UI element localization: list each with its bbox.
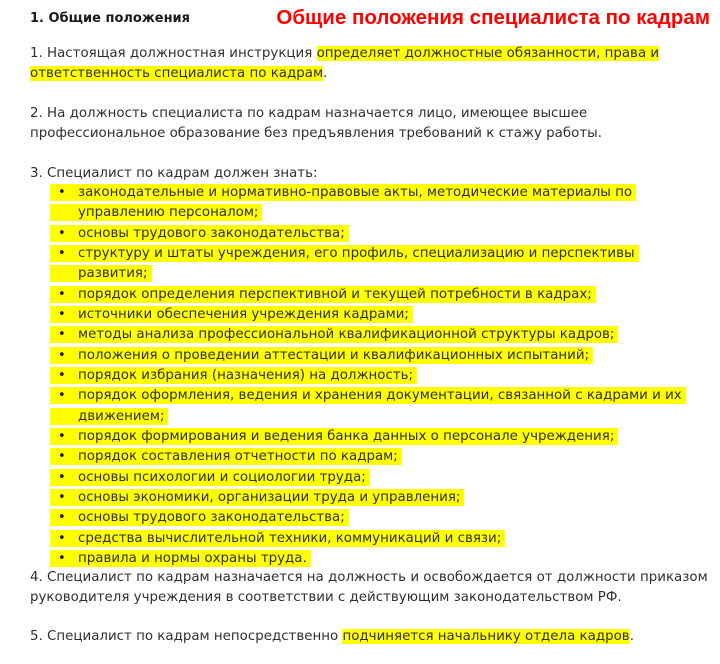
bullet-icon: • <box>58 185 66 200</box>
bullet-icon: • <box>58 286 66 302</box>
bullet-icon: • <box>58 306 66 322</box>
list-item-text: правила и нормы охраны труда. <box>50 550 311 567</box>
paragraph-5-end: . <box>629 629 634 644</box>
main-title: Общие положения специалиста по кадрам <box>276 6 710 29</box>
bullet-icon: • <box>58 510 66 526</box>
paragraph-1-text: 1. Настоящая должностная инструкция <box>30 46 317 61</box>
list-item-text: порядок оформления, ведения и хранения документации, связанной с кадрами и их движением; <box>50 387 686 424</box>
list-item <box>50 549 710 569</box>
list-item <box>50 529 710 549</box>
list-item <box>50 346 710 366</box>
list-item-text: порядок составления отчетности по кадрам; <box>50 448 402 465</box>
list-item <box>50 427 710 447</box>
bullet-icon: • <box>58 489 66 505</box>
list-item <box>50 468 710 488</box>
paragraph-5-highlight: подчиняется начальнику отдела кадров <box>342 629 630 644</box>
list-item-text: источники обеспечения учреждения кадрами; <box>50 306 413 323</box>
paragraph-2: 2. На должность специалиста по кадрам назначается лицо, имеющее высшее профессиональное образование без предъявления требований к стажу работы. <box>30 106 602 141</box>
bullet-icon: • <box>58 530 66 546</box>
section-title: 1. Общие положения <box>30 11 191 26</box>
bullet-icon: • <box>58 367 66 383</box>
paragraph-1-end: . <box>323 66 328 81</box>
list-item <box>50 447 710 467</box>
paragraph-4: 4. Специалист по кадрам назначается на должность и освобождается от должности приказом руководителя учреждения в соответствии с действующим законодательством РФ. <box>30 570 708 605</box>
list-item <box>50 285 710 305</box>
paragraph-5-text: 5. Специалист по кадрам непосредственно <box>30 629 343 644</box>
list-item-text: основы трудового законодательства; <box>50 225 349 242</box>
list-item-text: основы психологии и социологии труда; <box>50 469 370 486</box>
paragraph-3: 3. Специалист по кадрам должен знать: <box>30 166 318 181</box>
list-item-text: порядок определения перспективной и текущей потребности в кадрах; <box>50 286 596 303</box>
list-item <box>50 224 710 244</box>
list-item-text: порядок избрания (назначения) на должность; <box>50 367 417 384</box>
bullet-icon: • <box>58 225 66 241</box>
header <box>30 6 710 34</box>
list-item-text: основы трудового законодательства; <box>50 509 349 526</box>
bullet-icon: • <box>58 327 66 343</box>
paragraph-5 <box>30 627 714 647</box>
bullet-icon: • <box>58 469 66 485</box>
bullet-icon: • <box>58 245 66 261</box>
list-item <box>50 386 710 427</box>
bullet-icon: • <box>58 428 66 444</box>
knowledge-list <box>50 183 710 569</box>
list-item-text: средства вычислительной техники, коммуникаций и связи; <box>50 530 505 547</box>
bullet-icon: • <box>58 347 66 363</box>
bullet-icon: • <box>58 550 66 566</box>
list-item <box>50 244 710 285</box>
list-item <box>50 305 710 325</box>
list-item <box>50 488 710 508</box>
paragraph-1-highlight: определяет должностные обязанности, права и ответственность специалиста по кадрам <box>30 46 660 81</box>
bullet-icon: • <box>58 449 66 465</box>
bullet-icon: • <box>58 388 66 404</box>
list-item-text: основы экономики, организации труда и управления; <box>50 489 464 506</box>
list-item <box>50 366 710 386</box>
list-item-text: методы анализа профессиональной квалификационной структуры кадров; <box>50 326 618 343</box>
list-item-text: законодательные и нормативно-правовые акты, методические материалы по управлению персоналом; <box>50 184 636 221</box>
list-item-text: положения о проведении аттестации и квалификационных испытаний; <box>50 347 593 364</box>
list-item-text: порядок формирования и ведения банка данных о персонале учреждения; <box>50 428 618 445</box>
list-item-text: структуру и штаты учреждения, его профиль, специализацию и перспективы развития; <box>50 245 639 282</box>
list-item <box>50 508 710 528</box>
paragraph-1 <box>30 44 714 84</box>
list-item <box>50 183 710 224</box>
list-item <box>50 325 710 345</box>
